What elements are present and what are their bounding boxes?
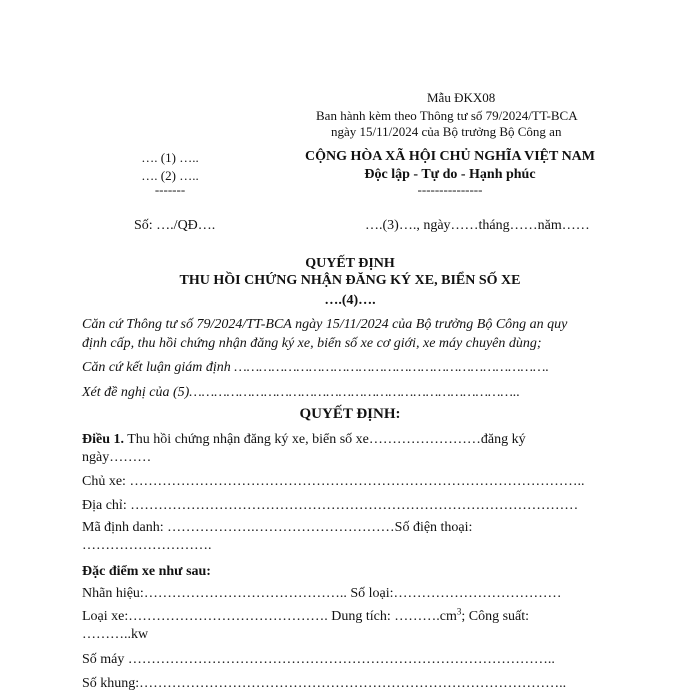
agency-rule: ------- — [154, 182, 186, 197]
engine-number-field: Số máy ……………………………………………………………………………….. — [82, 652, 555, 667]
article-1-line-2: ngày……… — [82, 450, 152, 465]
agency-line-2: …. (2) ….. — [141, 168, 199, 183]
owner-field: Chủ xe: …………………………………………………………………………………….. — [82, 474, 585, 489]
phone-continuation: ………………………. — [82, 538, 212, 553]
nation-title: CỘNG HÒA XÃ HỘI CHỦ NGHĨA VIỆT NAM — [304, 149, 595, 164]
decide-heading: QUYẾT ĐỊNH: — [299, 406, 401, 422]
agency-line-1: …. (1) ….. — [141, 150, 199, 165]
type-capacity-text: Loại xe:……………………………………. Dung tích: ……….cm — [82, 609, 457, 624]
nation-motto: Độc lập - Tự do - Hạnh phúc — [364, 167, 536, 182]
power-field: ………..kw — [82, 627, 149, 642]
article-1-label: Điều 1. — [82, 432, 124, 447]
inspection-basis: Căn cứ kết luận giám định …………………………………………………………………. — [82, 360, 549, 375]
issued-by-line-1: Ban hành kèm theo Thông tư số 79/2024/TT-BCA — [316, 108, 578, 123]
power-label: ; Công suất: — [461, 609, 530, 624]
decision-subject: THU HỒI CHỨNG NHẬN ĐĂNG KÝ XE, BIỂN SỐ XE — [179, 273, 521, 288]
decision-number: Số: …./QĐ…. — [134, 218, 216, 233]
place-date: ….(3)…., ngày……tháng……năm…… — [365, 218, 590, 233]
decision-title: QUYẾT ĐỊNH — [305, 256, 395, 271]
issued-by-line-2: ngày 15/11/2024 của Bộ trưởng Bộ Công an — [331, 124, 562, 139]
form-code: Mẫu ĐKX08 — [427, 90, 496, 105]
cubic-superscript: 3 — [456, 606, 462, 617]
address-field: Địa chỉ: …………………………………………………………………………………… — [82, 498, 579, 513]
vehicle-heading: Đặc điểm xe như sau: — [82, 564, 211, 579]
chassis-number-field: Số khung:……………………………………………………………………………….. — [82, 676, 567, 691]
nation-rule: --------------- — [417, 182, 483, 197]
legal-basis-line-2: định cấp, thu hồi chứng nhận đăng ký xe, biển số xe cơ giới, xe máy chuyên dùng; — [82, 336, 542, 351]
type-capacity-field — [82, 606, 530, 625]
decision-authority: ….(4)…. — [324, 293, 376, 308]
legal-basis-line-1: Căn cứ Thông tư số 79/2024/TT-BCA ngày 15/11/2024 của Bộ trưởng Bộ Công an quy — [82, 317, 568, 332]
proposal-basis: Xét đề nghị của (5)…………………………………………………………………….. — [82, 385, 520, 400]
brand-model-field: Nhãn hiệu:…………………………………….. Số loại:……………………………… — [82, 586, 562, 601]
id-phone-field: Mã định danh: ……………….…………………………Số điện thoại: — [82, 520, 473, 535]
article-1-line-1 — [82, 432, 526, 448]
article-1-text: Thu hồi chứng nhận đăng ký xe, biển số xe……………………đăng ký — [124, 432, 526, 447]
